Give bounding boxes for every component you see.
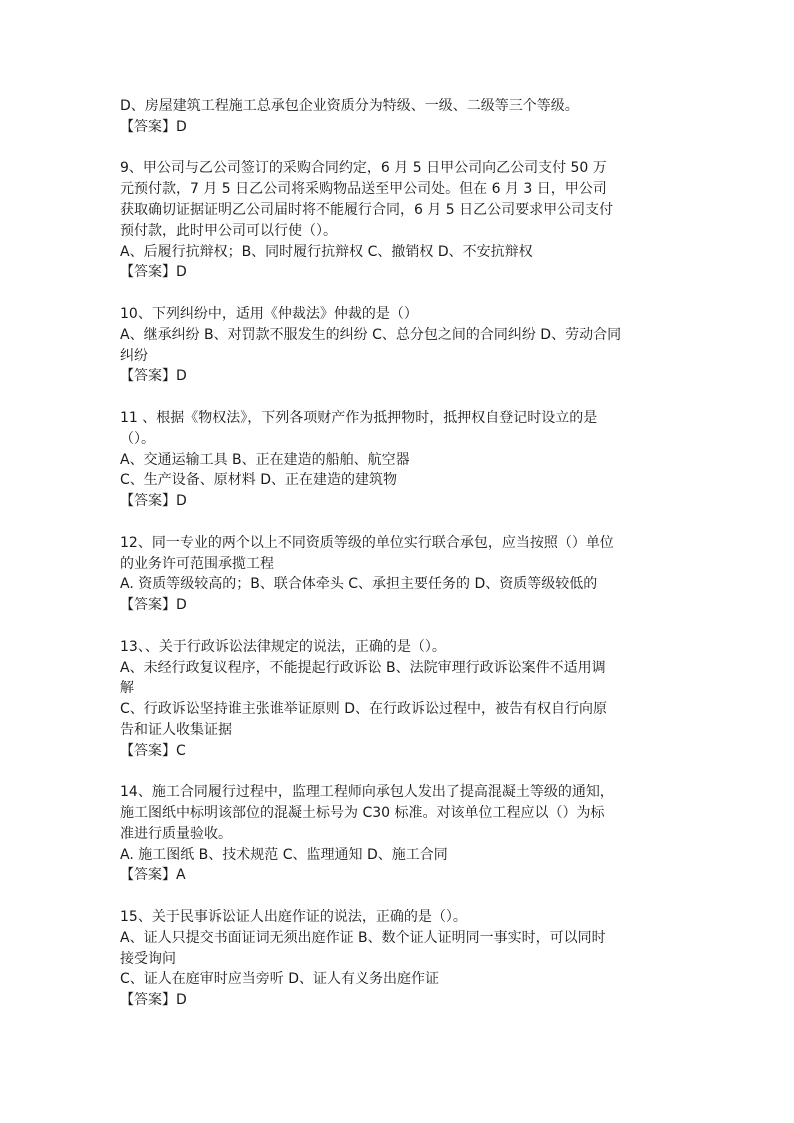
question-block <box>120 637 680 762</box>
question-block <box>120 96 680 138</box>
text-line: 元预付款，7 月 5 日乙公司将采购物品送至甲公司处。但在 6 月 3 日，甲公司 <box>120 181 607 198</box>
question-block <box>120 782 680 886</box>
answer-line: 【答案】A <box>120 867 186 884</box>
text-line: 获取确切证据证明乙公司届时将不能履行合同，6 月 5 日乙公司要求甲公司支付 <box>120 201 614 218</box>
text-line: A、交通运输工具 B、正在建造的船舶、航空器 <box>120 451 410 468</box>
text-line: 的业务许可范围承揽工程 <box>120 555 274 572</box>
text-line: A、证人只提交书面证词无须出庭作证 B、数个证人证明同一事实时，可以同时 <box>120 929 606 946</box>
question-block <box>120 533 680 616</box>
answer-line: 【答案】C <box>120 742 186 759</box>
text-line: 告和证人收集证据 <box>120 721 232 738</box>
text-line: 预付款，此时甲公司可以行使（）。 <box>120 222 337 239</box>
text-line: （）。 <box>120 430 155 447</box>
text-line: C、证人在庭审时应当旁听 D、证人有义务出庭作证 <box>120 971 440 988</box>
text-line: A. 资质等级较高的；B、联合体牵头 C、承担主要任务的 D、资质等级较低的 <box>120 576 598 593</box>
text-line: 11 、根据《物权法》，下列各项财产作为抵押物时，抵押权自登记时设立的是 <box>120 409 598 426</box>
text-line: 13、、关于行政诉讼法律规定的说法，正确的是（）。 <box>120 638 446 655</box>
question-block <box>120 408 680 512</box>
text-line: 解 <box>120 680 134 697</box>
text-line: 12、同一专业的两个以上不同资质等级的单位实行联合承包，应当按照（）单位 <box>120 534 614 551</box>
text-line: A、继承纠纷 B、对罚款不服发生的纠纷 C、总分包之间的合同纠纷 D、劳动合同 <box>120 326 622 343</box>
text-line: 纠纷 <box>120 347 148 364</box>
text-line: C、行政诉讼坚持谁主张谁举证原则 D、在行政诉讼过程中，被告有权自行向原 <box>120 701 608 718</box>
text-line: D、房屋建筑工程施工总承包企业资质分为特级、一级、二级等三个等级。 <box>120 98 579 114</box>
text-line: A. 施工图纸 B、技术规范 C、监理通知 D、施工合同 <box>120 846 448 863</box>
answer-line: 【答案】D <box>120 264 187 281</box>
text-line: 10、下列纠纷中，适用《仲裁法》仲裁的是（） <box>120 305 418 322</box>
text-line: 9、甲公司与乙公司签订的采购合同约定，6 月 5 日甲公司向乙公司支付 50 万 <box>120 160 607 177</box>
question-list <box>120 96 680 1032</box>
text-line: 接受询问 <box>120 950 176 967</box>
answer-line: 【答案】D <box>120 597 187 614</box>
text-line: 施工图纸中标明该部位的混凝土标号为 C30 标准。对该单位工程应以（）为标 <box>120 805 605 822</box>
text-line: A、后履行抗辩权；B、同时履行抗辩权 C、撤销权 D、不安抗辩权 <box>120 243 533 260</box>
text-line: A、未经行政复议程序，不能提起行政诉讼 B、法院审理行政诉讼案件不适用调 <box>120 659 606 676</box>
text-line: 15、关于民事诉讼证人出庭作证的说法，正确的是（）。 <box>120 909 467 926</box>
question-block <box>120 907 680 1011</box>
answer-line: 【答案】D <box>120 493 187 510</box>
answer-line: 【答案】D <box>120 992 187 1009</box>
question-block <box>120 304 680 387</box>
question-block <box>120 158 680 283</box>
text-line: C、生产设备、原材料 D、正在建造的建筑物 <box>120 472 398 489</box>
answer-line: 【答案】D <box>120 368 187 385</box>
text-line: 14、施工合同履行过程中，监理工程师向承包人发出了提高混凝土等级的通知， <box>120 784 614 801</box>
answer-line: 【答案】D <box>120 118 187 135</box>
text-line: 准进行质量验收。 <box>120 825 232 842</box>
